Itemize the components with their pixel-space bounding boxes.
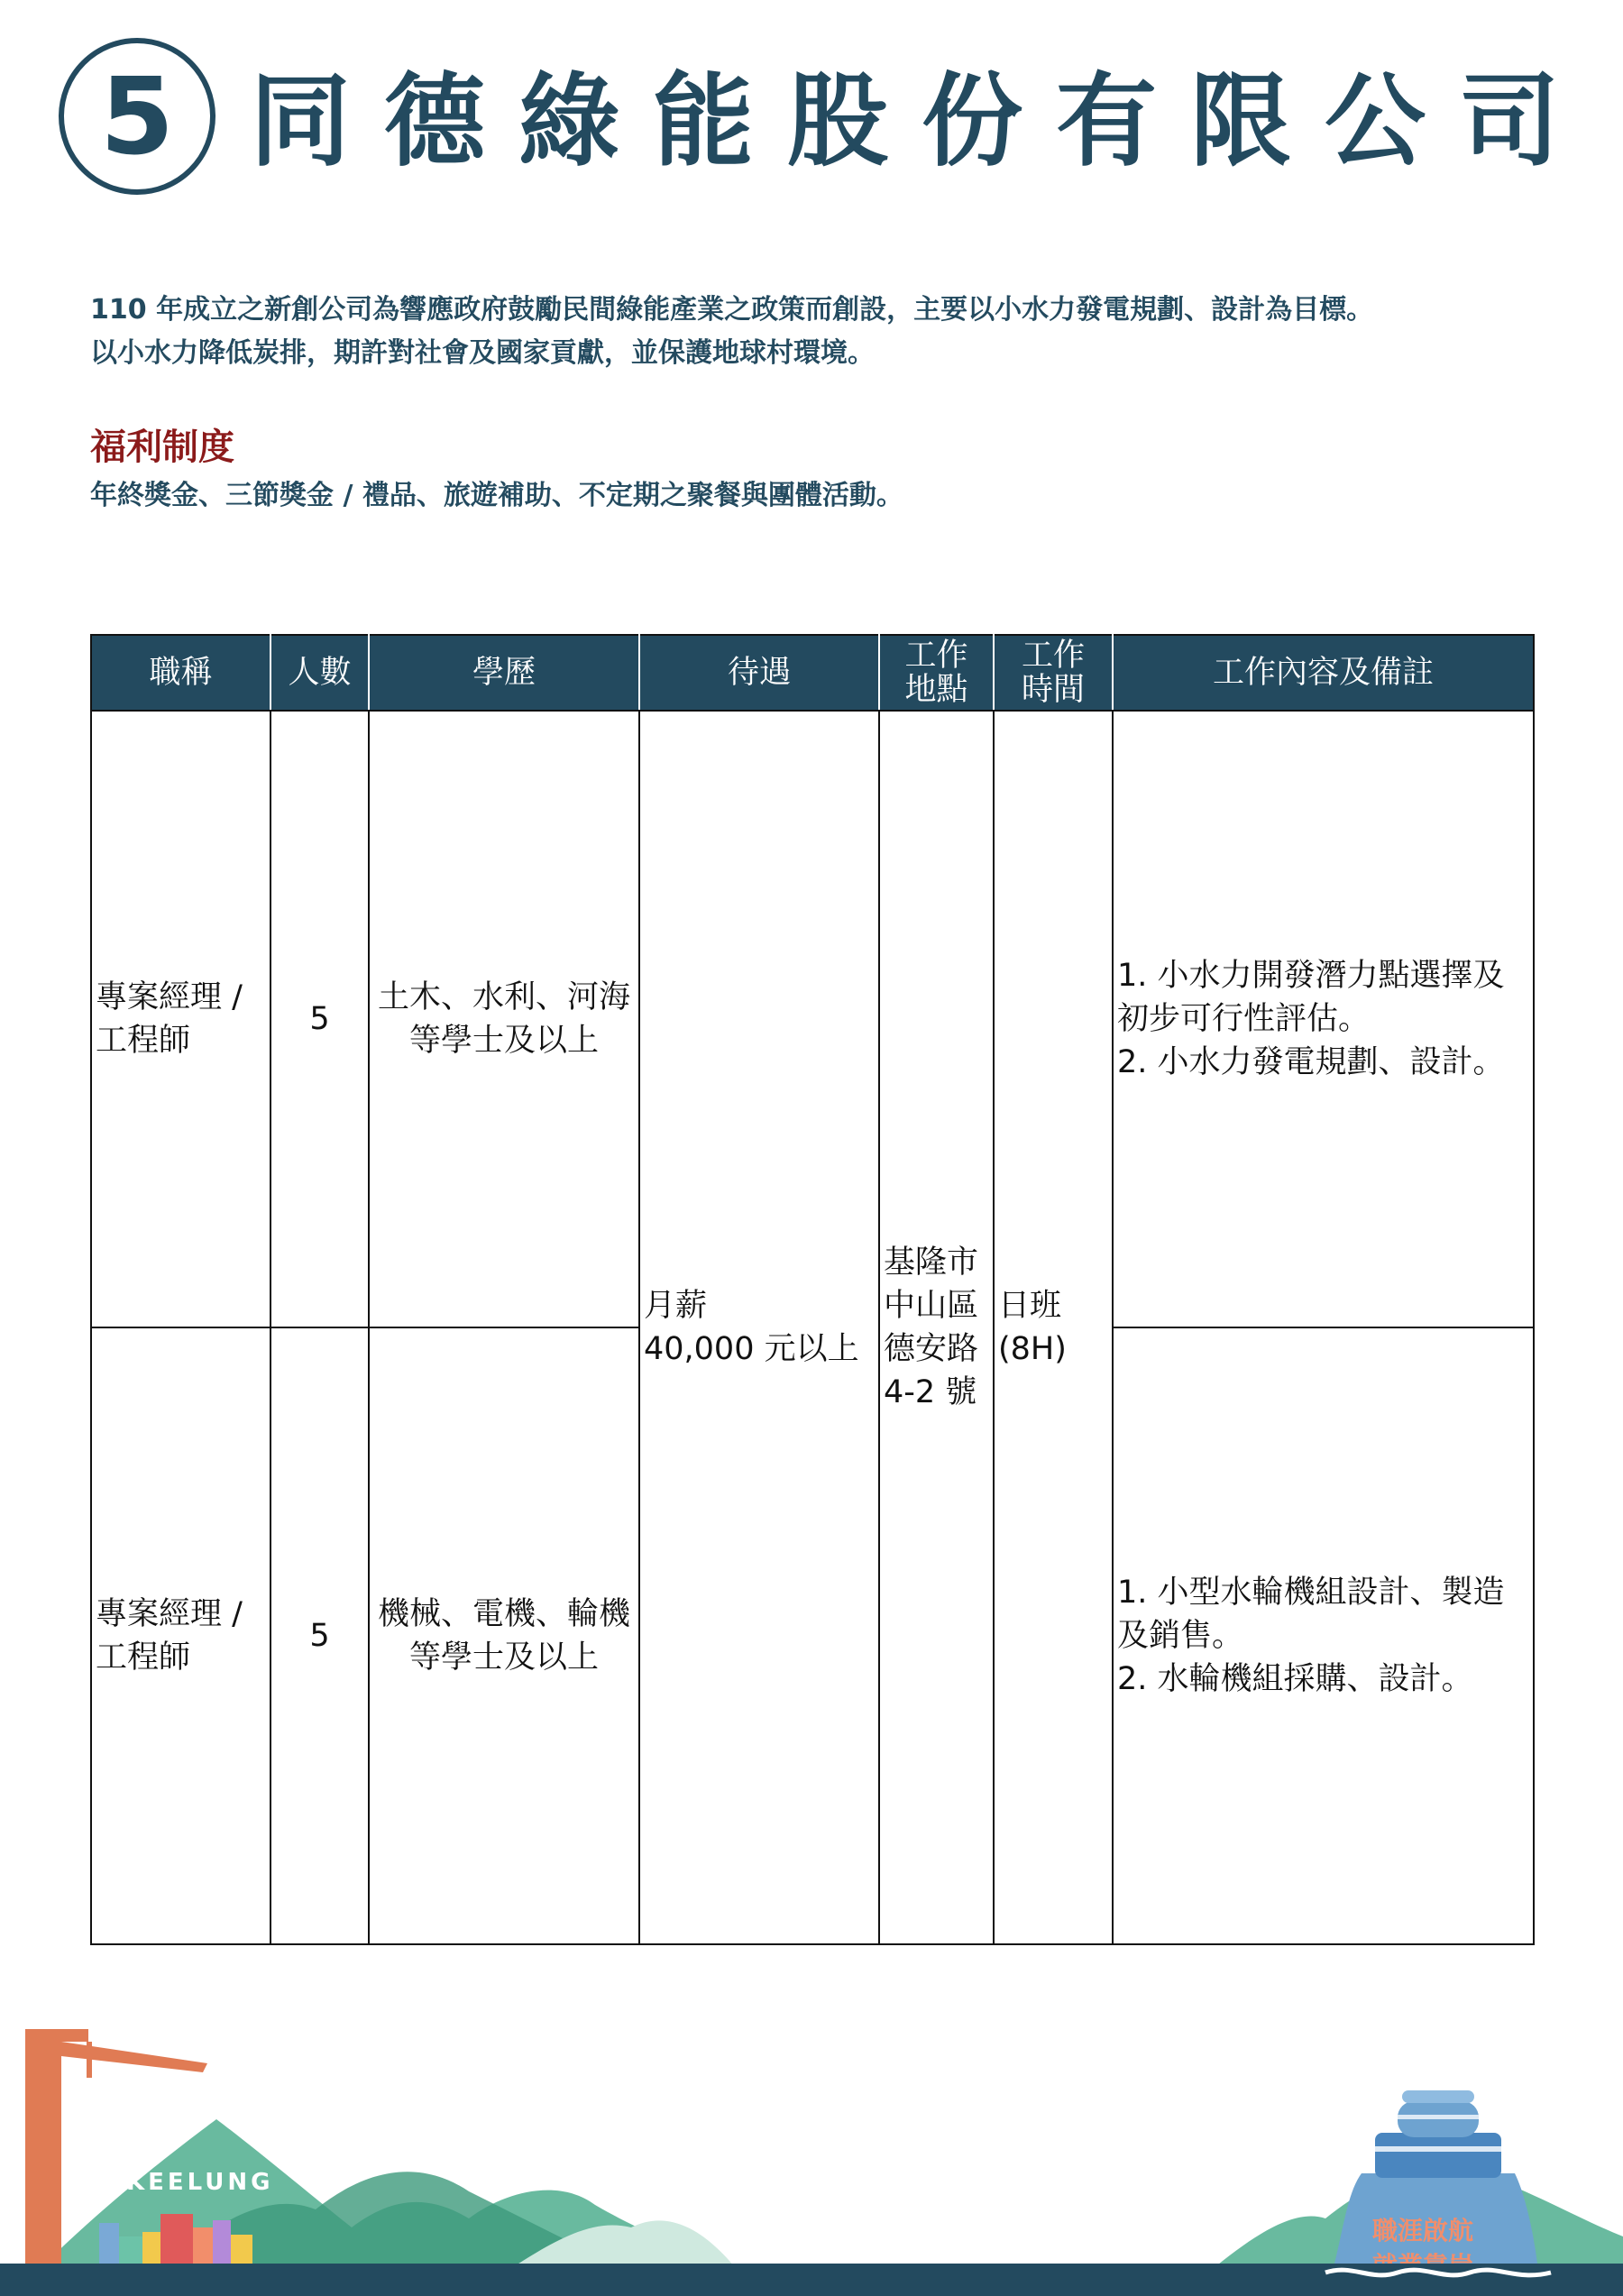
cell-education: 土木、水利、河海 等學士及以上 (369, 711, 639, 1327)
header-title: 職稱 (91, 635, 270, 711)
cell-title: 專案經理 / 工程師 (91, 711, 270, 1327)
badge-line: 職涯啟航 (1372, 2216, 1474, 2245)
page-header (59, 38, 1591, 205)
welfare-text: 年終獎金、三節獎金 / 禮品、旅遊補助、不定期之聚餐與團體活動。 (90, 480, 903, 511)
welfare-heading: 福利制度 (90, 427, 234, 468)
header-salary: 待遇 (639, 635, 879, 711)
intro-line: 以小水力降低炭排，期許對社會及國家貢獻，並保護地球村環境。 (90, 337, 875, 369)
job-table (90, 634, 1535, 1945)
cell-location: 基隆市 中山區 德安路 4-2 號 (879, 711, 994, 1944)
cell-education: 機械、電機、輪機 等學士及以上 (369, 1327, 639, 1944)
intro-line: 110 年成立之新創公司為響應政府鼓勵民間綠能產業之政策而創設，主要以小水力發電規劃、設計為目標。 (90, 294, 1374, 326)
cell-salary: 月薪 40,000 元以上 (639, 711, 879, 1944)
footer-band (0, 2264, 1623, 2296)
cell-count: 5 (270, 711, 369, 1327)
cell-count: 5 (270, 1327, 369, 1944)
header-hours: 工作 時間 (994, 635, 1113, 711)
cell-content: 1. 小水力開發潛力點選擇及 初步可行性評估。 2. 小水力發電規劃、設計。 (1113, 711, 1534, 1327)
cell-hours: 日班 (8H) (994, 711, 1113, 1944)
company-intro (90, 289, 1551, 375)
header-education: 學歷 (369, 635, 639, 711)
table-header-row (91, 635, 1534, 711)
company-name: 同德綠能股份有限公司 (250, 63, 1593, 180)
header-content: 工作內容及備註 (1113, 635, 1534, 711)
header-count: 人數 (270, 635, 369, 711)
header-location: 工作 地點 (879, 635, 994, 711)
table-row (91, 711, 1534, 1327)
city-label: KEELUNG (126, 2169, 274, 2196)
footer-illustration (0, 2011, 1623, 2296)
cell-content: 1. 小型水輪機組設計、製造 及銷售。 2. 水輪機組採購、設計。 (1113, 1327, 1534, 1944)
cell-title: 專案經理 / 工程師 (91, 1327, 270, 1944)
section-number-badge: 5 (59, 38, 215, 195)
